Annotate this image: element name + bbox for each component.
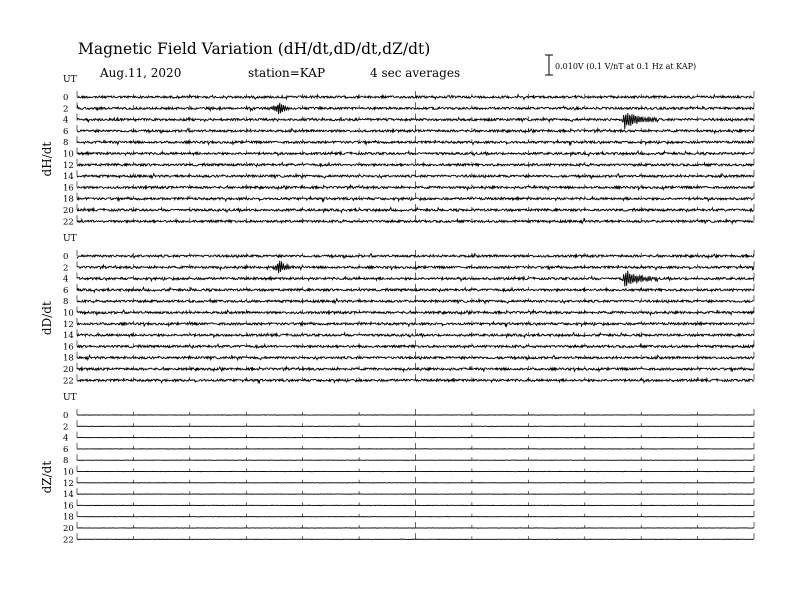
row-ticks xyxy=(77,409,754,415)
y-axis-label: dZ/dt xyxy=(40,460,54,494)
row-label: 14 xyxy=(63,172,74,183)
row-label: 22 xyxy=(63,376,74,387)
chart-title: Magnetic Field Variation (dH/dt,dD/dt,dZ/dt) xyxy=(78,40,431,58)
row-ticks xyxy=(77,432,754,438)
ut-label: UT xyxy=(63,393,77,403)
scale-bar xyxy=(545,55,696,75)
row-ticks xyxy=(77,533,754,539)
row-ticks xyxy=(77,477,754,483)
ut-label: UT xyxy=(63,75,77,85)
row-label: 16 xyxy=(63,501,74,512)
row-label: 12 xyxy=(63,160,74,171)
row-ticks xyxy=(77,318,754,324)
row-label: 2 xyxy=(63,104,69,115)
row-ticks xyxy=(77,329,754,335)
trace-line xyxy=(77,129,754,134)
row-label: 22 xyxy=(63,217,74,228)
row-label: 2 xyxy=(63,263,69,274)
row-label: 22 xyxy=(63,535,74,546)
row-ticks xyxy=(77,352,754,358)
panel-dD-dt xyxy=(40,234,754,386)
y-axis-label: dD/dt xyxy=(40,301,54,336)
row-ticks xyxy=(77,454,754,460)
averages-label: 4 sec averages xyxy=(370,66,461,80)
row-label: 12 xyxy=(63,478,74,489)
date-label: Aug.11, 2020 xyxy=(100,66,182,80)
row-label: 18 xyxy=(63,353,74,364)
row-label: 10 xyxy=(63,149,74,160)
row-label: 10 xyxy=(63,467,74,478)
row-ticks xyxy=(77,420,754,426)
row-label: 2 xyxy=(63,422,69,433)
row-label: 4 xyxy=(63,433,69,444)
row-label: 16 xyxy=(63,342,74,353)
panels xyxy=(40,75,754,545)
scale-bar-label: 0.010V (0.1 V/nT at 0.1 Hz at KAP) xyxy=(555,62,697,71)
row-label: 8 xyxy=(63,456,69,467)
row-ticks xyxy=(77,499,754,505)
station-label: station=KAP xyxy=(248,66,326,80)
row-label: 4 xyxy=(63,274,69,285)
row-label: 18 xyxy=(63,194,74,205)
ut-label: UT xyxy=(63,234,77,244)
row-label: 20 xyxy=(63,365,74,375)
row-label: 14 xyxy=(63,490,74,501)
row-label: 18 xyxy=(63,512,74,523)
panel-dH-dt xyxy=(40,75,754,227)
row-ticks xyxy=(77,488,754,494)
row-label: 6 xyxy=(63,126,69,137)
row-ticks xyxy=(77,148,754,154)
row-label: 16 xyxy=(63,183,74,194)
row-label: 14 xyxy=(63,331,74,342)
row-label: 6 xyxy=(63,285,69,296)
row-label: 12 xyxy=(63,319,74,330)
row-ticks xyxy=(77,443,754,449)
row-label: 8 xyxy=(63,138,69,149)
row-label: 4 xyxy=(63,115,69,126)
row-label: 8 xyxy=(63,297,69,308)
trace-line xyxy=(77,378,754,383)
panel-dZ-dt xyxy=(40,393,754,545)
row-label: 20 xyxy=(63,524,74,534)
y-axis-label: dH/dt xyxy=(40,141,54,177)
row-label: 0 xyxy=(63,411,69,421)
row-ticks xyxy=(77,466,754,472)
row-ticks xyxy=(77,136,754,142)
row-label: 0 xyxy=(63,93,69,103)
row-label: 10 xyxy=(63,308,74,319)
row-label: 6 xyxy=(63,444,69,455)
row-label: 20 xyxy=(63,206,74,216)
row-ticks xyxy=(77,522,754,528)
row-ticks xyxy=(77,511,754,517)
row-label: 0 xyxy=(63,252,69,262)
